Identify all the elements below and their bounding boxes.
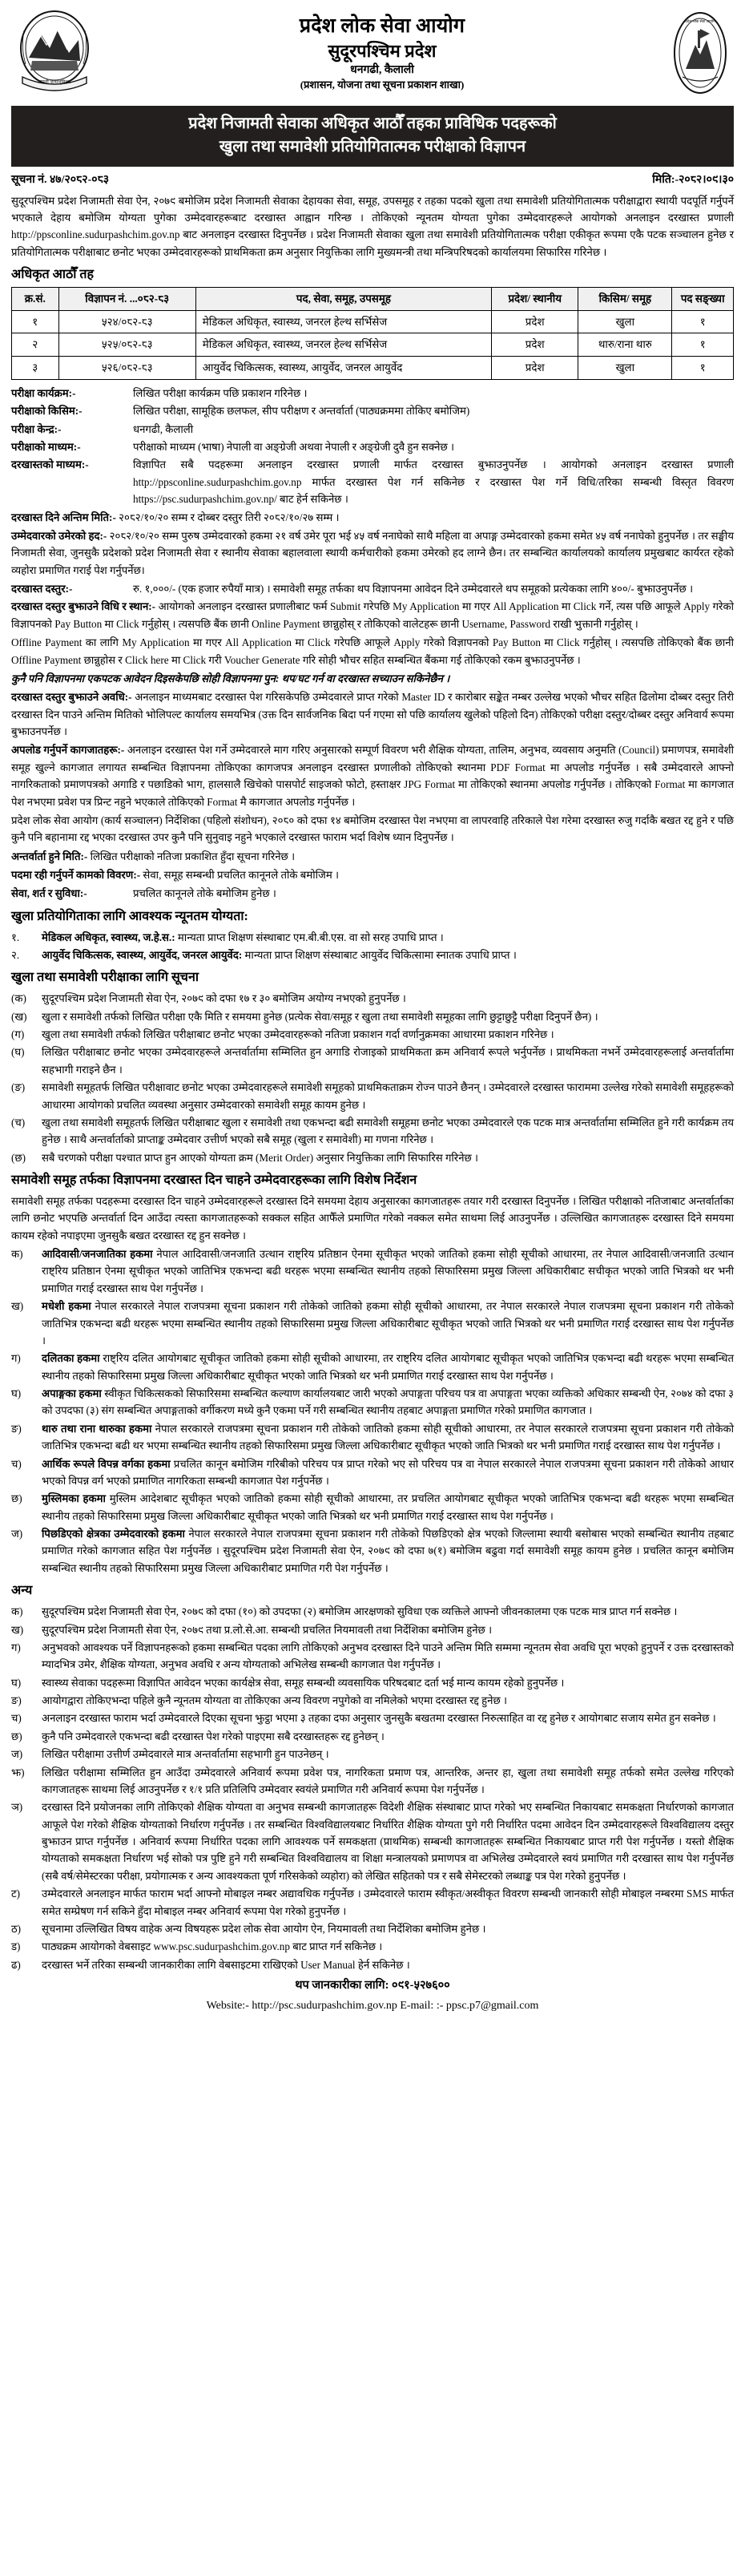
notice-number: सूचना नं. ४७/२०८२-०८३	[11, 174, 110, 186]
notice-title-band	[11, 106, 734, 167]
item-body	[42, 929, 734, 946]
cell-prov: प्रदेश	[492, 333, 578, 357]
detail-service-terms	[11, 885, 734, 902]
cell-prov: प्रदेश	[492, 310, 578, 333]
value: लिखित परीक्षाको नतिजा प्रकाशित हुँदा सूचना गरिनेछ ।	[90, 850, 296, 862]
item-body	[42, 1525, 734, 1577]
item-marker: (ग)	[11, 1028, 25, 1041]
commission-seal-emblem	[671, 10, 729, 96]
label: सेवा, शर्त र सुविधा:-	[11, 887, 87, 900]
org-branch: (प्रशासन, योजना तथा सूचना प्रकाशन शाखा)	[300, 79, 465, 91]
qualification-list	[11, 929, 734, 964]
value-line-1: आयोगको अनलाइन दरखास्त प्रणालीबाट फर्म Submit गरेपछि My Application मा गएर All Application मा Click गर्ने, त्यस पछि आफूले Apply गरेको विज्ञापनको Pay Button मा Click गर्नुहोस् । त्यसपछि बैंक छानी Online Payment छान्नुहोस् र तोकिएको वालेटहरू छानी Username, Password राखी भुक्तानी गर्नुहोस् ।	[11, 600, 734, 630]
notice-meta	[11, 172, 734, 190]
payment-method-emphasis: कुनै पनि विज्ञापनमा एकपटक आवेदन दिइसकेपछि सोही विज्ञापनमा पुन: थप/घट गर्न वा दरखास्त सच्याउन सकिनेछैन ।	[11, 672, 450, 684]
item-text: दरखास्त भर्ने तरिका सम्बन्धी जानकारीका लागि वेबसाइटमा राखिएको User Manual हेर्न सकिनेछ ।	[42, 1958, 410, 1971]
item-title: आदिवासी/जनजातिका हकमा	[42, 1248, 153, 1261]
list-item	[11, 1456, 734, 1490]
value: रु. १,०००/- (एक हजार रुपैयाँ मात्र) । समावेशी समूह तर्फका थप विज्ञापनमा आवेदन दिने उम्मेदवारले थप समूहको प्रत्येकका लागि ४००/- बुझाउनुपर्नेछ ।	[133, 583, 694, 596]
item-title: मुस्लिमका हकमा	[42, 1492, 106, 1505]
org-province: सुदूरपश्चिम प्रदेश	[328, 41, 437, 62]
list-item	[11, 1114, 734, 1149]
item-marker: झ)	[11, 1766, 25, 1779]
label: दरखास्त दस्तुर:-	[11, 583, 73, 596]
item-text: मान्यता प्राप्त शिक्षण संस्थाबाट आयुर्वेद चिकित्सामा स्नातक उपाधि प्राप्त ।	[244, 949, 517, 962]
item-marker: छ)	[11, 1730, 22, 1742]
detail-exam-program	[11, 385, 734, 402]
value: धनगढी, कैलाली	[133, 422, 194, 435]
item-body	[42, 947, 734, 963]
item-marker: ज)	[11, 1528, 23, 1540]
qualification-heading: खुला प्रतियोगिताका लागि आवश्यक न्यूनतम योग्यता:	[11, 909, 248, 923]
list-item	[11, 1746, 734, 1762]
item-marker: ञ)	[11, 1801, 23, 1814]
item-body	[42, 1350, 734, 1384]
item-text: मान्यता प्राप्त शिक्षण संस्थाबाट एम.बी.बी.एस. वा सो सरह उपाधि प्राप्त ।	[177, 931, 444, 943]
item-marker: (घ)	[11, 1046, 25, 1059]
item-text: प्रचलित कानून बमोजिम गरिबीको परिचय पत्र प्राप्त गरेको भए सो परिचय पत्र वा नेपाल सरकारले नेपाल राजपत्रमा सूचना प्रकाशन गरी तोकेको आधार भएको विपन्न वर्ग भएको प्रमाणित नागरिकता सम्बन्धी कागजात पेश गर्नुपर्नेछ ।	[42, 1457, 734, 1487]
item-marker: घ)	[11, 1676, 22, 1689]
col-sn: क्र.सं.	[12, 288, 59, 311]
label: अन्तर्वार्ता हुने मिति:-	[11, 850, 88, 862]
label: दरखास्त दस्तुर बुझाउने विधि र स्थान:-	[11, 600, 156, 613]
value: सेवा, समूह सम्बन्धी प्रचलित कानूनले तोके बमोजिम ।	[143, 869, 340, 882]
payment-method-offline: Offline Payment का लागि My Application मा गएर All Application मा Click गरेपछि आफूले Apply गरेको विज्ञापनको Pay Button मा Click गर्नुहोस् । त्यसपछि तोकिएको बैंक छानी Offline Payment छान्नुहोस र Click here मा Click गरी Voucher Generate गरि सोही भौचर सहित सम्बन्धित बैंकमा गई तोकिएको रकम बुझाउनुपर्नेछ ।	[11, 636, 734, 666]
item-text: आयोगद्वारा तोकिएभन्दा पहिले कुनै न्यूनतम योग्यता वा तोकिएका अन्य विवरण नपुगेको वा नमिलेको भएमा दरखास्त रद्द हुनेछ ।	[42, 1694, 508, 1707]
item-text: उम्मेदवारले अनलाइन मार्फत फाराम भर्दा आफ्नो मोबाइल नम्बर अद्यावधिक गर्नुपर्नेछ । उम्मेदवारले फाराम स्वीकृत/अस्वीकृत विवरण सम्बन्धी जानकारी सोही मोबाइल नम्बरमा SMS मार्फत समेत सम्प्रेषण गर्न सकिने हुँदा मोबाइल नम्बर अनिवार्य रूपमा पेश गरेको हुनुपर्नेछ ।	[42, 1888, 734, 1917]
title-line-2: खुला तथा समावेशी प्रतियोगितात्मक परीक्षाको विज्ञापन	[219, 138, 526, 155]
item-text: लिखित परीक्षामा सम्मिलित हुन आउँदा उम्मेदवारले अनिवार्य रूपमा प्रवेश पत्र, नागरिकता प्रमाण पत्र, आन्तरिक, अन्तर हा, खुला तथा समावेशी समूह तर्फको समेत उल्लेख गरिएको कागजातहरू साथमा लिई आउनुपर्नेछ र १/१ प्रति प्रतिलिपि उम्मेदवार स्वयंले प्रमाणित गरी अनिवार्य रूपमा पेश गर्नुपर्नेछ ।	[42, 1766, 734, 1795]
value: २०८२/१०/२० सम्म र दोब्बर दस्तुर तिरी २०८२/१०/२७ सम्म ।	[119, 511, 340, 523]
title-line-1: प्रदेश निजामती सेवाका अधिकृत आठौँ तहका प्राविधिक पदहरूको	[188, 115, 557, 132]
nepal-government-emblem	[16, 8, 93, 98]
cell-kind: थारु/राना थारु	[578, 333, 672, 357]
value: लिखित परीक्षा कार्यक्रम पछि प्रकाशन गरिनेछ ।	[133, 386, 308, 399]
item-text: सूचनामा उल्लिखित विषय वाहेक अन्य विषयहरू प्रदेश लोक सेवा आयोग ऐन, नियमावली तथा निर्देशिका बमोजिम हुनेछ ।	[42, 1922, 486, 1935]
vacancy-table	[11, 287, 734, 380]
cell-adv: ५२६/०८२-८३	[58, 357, 195, 380]
label: परीक्षाको माध्यम:-	[11, 441, 81, 454]
item-marker: क)	[11, 1248, 23, 1261]
cell-post: मेडिकल अधिकृत, स्वास्थ्य, जनरल हेल्थ सर्भिसेज	[195, 333, 491, 357]
item-body	[42, 1298, 734, 1349]
list-item	[11, 1603, 734, 1620]
other-heading: अन्य	[11, 1584, 33, 1598]
item-body	[42, 1385, 734, 1419]
col-post: पद, सेवा, समूह, उपसमूह	[195, 288, 491, 311]
cell-kind: खुला	[578, 310, 672, 333]
cell-count: १	[672, 310, 734, 333]
item-text: अनुभवको आवश्यक पर्ने विज्ञापनहरूको हकमा सम्बन्धित पदका लागि तोकिएको अनुभव दरखास्त दिने पाउने अन्तिम मिति सम्ममा न्यूनतम सेवा अवधि पूरा भएको हुनुपर्ने र उक्त दरखास्तको म्यादभित्र उमेर, शैक्षिक योग्यता, अनुभव अवधि र अन्य योग्यताको अभिलेख सम्बन्धी कागजात पेश गर्नुपर्नेछ ।	[42, 1641, 734, 1671]
item-text: खुला र समावेशी तर्फको लिखित परीक्षा एकै मिति र समयमा हुनेछ (प्रत्येक सेवा/समूह र खुला तथा समावेशी समूहका लागि छुट्टाछुट्टै परीक्षा दिनुपर्ने छैन) ।	[42, 1010, 598, 1023]
item-marker: ख)	[11, 1300, 24, 1313]
cell-prov: प्रदेश	[492, 357, 578, 380]
item-marker: ड)	[11, 1940, 21, 1953]
item-title: आयुर्वेद चिकित्सक, स्वास्थ्य, आयुर्वेद, जनरल आयुर्वेद:	[42, 949, 243, 962]
item-marker: (क)	[11, 992, 26, 1005]
item-marker: (छ)	[11, 1151, 26, 1164]
cell-adv: ५२४/०८२-८३	[58, 310, 195, 333]
contact-info: थप जानकारीका लागि: ०९१-५२७६००	[295, 1979, 450, 1993]
item-text: सुदूरपश्चिम प्रदेश निजामती सेवा ऐन, २०७९ को दफा १७ र ३० बमोजिम अयोग्य नभएको हुनुपर्नेछ ।	[42, 992, 406, 1005]
value: विज्ञापित सबै पदहरूमा अनलाइन दरखास्त प्रणाली मार्फत दरखास्त बुझाउनुपर्नेछ । आयोगको अनलाइन दरखास्त प्रणाली http://ppsconline.sudurpashchim.gov.np मार्फत दरखास्त पेश गर्न सकिनेछ र दरखास्त पेश गर्ने विधि/तरिका सम्बन्धी विस्तृत विवरण https://psc.sudurpashchim.gov.np/ बाट हेर्न सकिनेछ ।	[133, 458, 734, 506]
list-item	[11, 1385, 734, 1419]
value: परीक्षाको माध्यम (भाषा) नेपाली वा अङ्ग्रेजी अथवा नेपाली र अङ्ग्रेजी दुवै हुन सक्नेछ ।	[133, 441, 455, 454]
org-identity	[93, 14, 671, 92]
list-item	[11, 1490, 734, 1524]
detail-payment-period	[11, 688, 734, 740]
item-marker: च)	[11, 1712, 22, 1725]
item-marker: क)	[11, 1605, 23, 1618]
list-item	[11, 947, 734, 963]
intro-paragraph: सुदूरपश्चिम प्रदेश निजामती सेवा ऐन, २०७९ बमोजिम प्रदेश निजामती सेवाका देहायका सेवा, समूह, उपसमूह र तहका पदको खुला तथा समावेशी प्रतियोगितात्मक परीक्षाद्वारा स्थायी पदपूर्ति गर्नुपर्ने भएकाले देहाय बमोजिम योग्यता पुगेका उम्मेदवारहरूबाट दरखास्त आह्वान गरिन्छ । तोकिएको न्यूनतम योग्यता पुगेका उम्मेदवारहरूले आयोगको अनलाइन दरखास्त प्रणाली http://ppsconline.sudurpashchim.gov.np बाट अनलाइन दरखास्त दिनुपर्नेछ । प्रदेश निजामती सेवाका खुला तथा समावेशी प्रतियोगितात्मक परीक्षा एकीकृत रूपमा एकै पटक सञ्चालन हुनेछ र प्रतियोगितात्मक परीक्षाबाट छनोट भएका उम्मेदवारहरूको प्राथमिकता क्रम अनुसार नियुक्तिका लागि मुख्यमन्त्री तथा मन्त्रिपरिषदको कार्यालयमा सिफारिस गरिनेछ ।	[11, 194, 734, 258]
item-marker: ख)	[11, 1623, 24, 1636]
list-item	[11, 1920, 734, 1937]
list-item	[11, 1799, 734, 1884]
item-text: नेपाल आदिवासी/जनजाति उत्थान राष्ट्रिय प्रतिष्ठान ऐनमा सूचीकृत भएको जातिको हकमा सोही सूचीको आधारमा, तर नेपाल आदिवासी/जनजाति उत्थान राष्ट्रिय प्रतिष्ठान ऐनमा सूचीकृत भएको जातिभित्र एकभन्दा बढी थरहरू भएमा सम्बन्धित स्थानीय तहको सिफारिसमा प्रमुख जिल्ला अधिकारीबाट सचीकृत भएको जाति भित्रको थर भनी प्रमाणित गराई दरखास्त साथ पेश गर्नुपर्नेछ ।	[42, 1248, 734, 1294]
item-text: सुदूरपश्चिम प्रदेश निजामती सेवा ऐन, २०७९ तथा प्र.लो.से.आ. सम्बन्धी प्रचलित नियमावली तथा निर्देशिका बमोजिम हुनेछ ।	[42, 1623, 493, 1636]
item-text: अनलाइन दरखास्त फाराम भर्दा उम्मेदवारले दिएका सूचना झुट्ठा भएमा ३ तहका दफा अनुसार जुनसुकै बखतमा दरखास्त निरुत्साहित वा रद्द हुनेछ र आयोगबाट सजाय समेत हुन सक्नेछ ।	[42, 1712, 716, 1725]
cell-post: आयुर्वेद चिकित्सक, स्वास्थ्य, आयुर्वेद, जनरल आयुर्वेद	[195, 357, 491, 380]
item-title: मेडिकल अधिकृत, स्वास्थ्य, ज.हे.स.:	[42, 931, 175, 943]
list-item	[11, 1026, 734, 1043]
table-header-row	[12, 288, 734, 311]
list-item	[11, 1079, 734, 1113]
detail-job-description	[11, 866, 734, 883]
inclusive-list	[11, 1246, 734, 1577]
notice-date: मिति:-२०८२।०९।३०	[652, 174, 734, 186]
list-item	[11, 1420, 734, 1455]
item-title: थारु तथा राना थारुका हकमा	[42, 1422, 152, 1435]
item-marker: ङ)	[11, 1422, 22, 1435]
exam-notice-list	[11, 990, 734, 1166]
col-kind: किसिम/ समूह	[578, 288, 672, 311]
detail-payment-method	[11, 598, 734, 632]
item-title: अपाङ्गका हकमा	[42, 1387, 102, 1400]
table-row	[12, 357, 734, 380]
list-item	[11, 1044, 734, 1078]
exam-notice-heading: खुला तथा समावेशी परीक्षाका लागि सूचना	[11, 971, 199, 985]
item-text: लिखित परीक्षामा उत्तीर्ण उम्मेदवारले मात्र अन्तर्वार्तामा सहभागी हुन पाउनेछन् ।	[42, 1748, 329, 1761]
item-title: पिछडिएको क्षेत्रका उम्मेदवारको हकमा	[42, 1528, 185, 1540]
inclusive-intro: समावेशी समूह तर्फका पदहरूमा दरखास्त दिन चाहने उम्मेदवारहरूले दरखास्त दिने समयमा देहाय अनुसारका कागजातहरू तयार गरी दरखास्त दिनुपर्नेछ । लिखित परीक्षाको नतिजाबाट अन्तर्वार्ताका लागि छनोट भएपछि अन्तर्वार्ता दिन आउँदा त्यस्ता कागजातहरूको सक्कल सहित आफैँले प्रमाणित गरेको नक्कल समेत साथमा लिई आउनुपर्नेछ । उल्लिखित कागजातहरू दरखास्त दिने समयमा कायम रहेको नपाइएमा जुनसुकै बखत दरखास्त रद्द हुन सक्नेछ ।	[11, 1194, 734, 1242]
item-body	[42, 1246, 734, 1297]
item-marker: ट)	[11, 1888, 21, 1900]
value: लिखित परीक्षा, सामूहिक छलफल, सीप परीक्षण र अन्तर्वार्ता (पाठ्यक्रममा तोकिए बमोजिम)	[133, 405, 470, 418]
item-text: खुला तथा समावेशी समूहतर्फ लिखित परीक्षाबाट खुला र समावेशी तथा एकभन्दा बढी समावेशी समूहमा छनोट भएका उम्मेदवारले एक पटक मात्र अन्तर्वार्तामा सम्मिलित हुने गरी कार्यक्रम तय हुनेछ । साथै अन्तर्वार्ताको प्राप्ताङ्क उम्मेदवार उत्तीर्ण भएको सबै समूह (खुला र समावेशी) मा गणना गरिनेछ ।	[42, 1116, 734, 1146]
svg-text:जननी जन्मभूमिश्च: जननी जन्मभूमिश्च	[38, 80, 70, 85]
cell-sn: ३	[12, 357, 59, 380]
list-item	[11, 1764, 734, 1799]
cell-post: मेडिकल अधिकृत, स्वास्थ्य, जनरल हेल्थ सर्भिसेज	[195, 310, 491, 333]
detail-exam-type	[11, 402, 734, 419]
cell-count: १	[672, 357, 734, 380]
detail-fee	[11, 580, 734, 597]
item-title: मधेशी हकमा	[42, 1300, 91, 1313]
item-marker: घ)	[11, 1387, 22, 1400]
cell-sn: २	[12, 333, 59, 357]
detail-exam-medium	[11, 438, 734, 455]
list-item	[11, 1885, 734, 1920]
item-marker: २.	[11, 949, 20, 962]
item-text: नेपाल सरकारले राजपत्रमा सूचना प्रकाशन गरी तोकेको जातिको हकमा सोही सूचीको आधारमा, तर नेपाल सरकारले राजपत्रमा सूचना प्रकाशन गरी तोकेको जातिभित्र एकभन्दा बढी थर भएमा सम्बन्धित स्थानीय तहको सिफारिसमा प्रमुख जिल्ला अधिकारीबाट सूचीकृत भएको जाति भित्रको थर भनी प्रमाणित गराई दरखास्त साथ पेश गर्नुपर्नेछ ।	[42, 1422, 734, 1452]
table-row	[12, 310, 734, 333]
item-title: आर्थिक रूपले विपन्न वर्गका हकमा	[42, 1457, 171, 1470]
value: २०८२/१०/२० सम्म पुरुष उम्मेदवारको हकमा २१ वर्ष उमेर पूरा भई ४५ वर्ष ननाघेको साथै महिला वा अपाङ्ग उम्मेदवारको हकमा समेत ४५ वर्ष ननाघेको हुनुपर्नेछ । तर सङ्घीय निजामती सेवा, जुनसुकै प्रदेशको प्रदेश निजामती सेवा र स्थानीय सेवाका बहालवाला स्थायी कर्मचारीको हकमा उमेरको हद लाग्ने छैन। तर सम्बन्धित कार्यालयको कार्यालय प्रमुखबाट कार्यरत रहेको व्यहोरा प्रमाणित गराई पेश गर्नुपर्नेछ।	[11, 529, 734, 576]
list-item	[11, 1298, 734, 1349]
item-marker: ज)	[11, 1748, 23, 1761]
list-item	[11, 1956, 734, 1973]
label: उम्मेदवारको उमेरको हद:-	[11, 529, 107, 542]
item-marker: १.	[11, 931, 20, 943]
item-text: दरखास्त दिने प्रयोजनका लागि तोकिएको शैक्षिक योग्यता वा अनुभव सम्बन्धी कागजातहरू विदेशी शैक्षिक संस्थाबाट प्राप्त गरेको भए सम्बन्धित निकायबाट समकक्षता निर्धारणको कागजात आफूले पेश गरेको शैक्षिक योग्यताको निर्धारण गर्नुपर्नेछ । तर सम्बन्धित विश्वविद्यालयबाट निर्धारित शैक्षिक योग्यता पुगे गरी निर्धारित पदमा आवेदन दिन उम्मेदवारहरूले विश्वविद्यालय दस्तुर बुझाउन प्राप्त गर्नुपर्नेछ । अनिवार्य रूपमा निर्धारित पदका लागि आवश्यक पर्ने समकक्षता (प्राथमिक) सम्बन्धी कागजातहरू सम्बन्धित निकायबाट प्राप्त गरी पेश गर्नुपर्नेछ । यस्तो शैक्षिक योग्यताको समकक्षता निर्धारण भई सोको पत्र पुष्टि हुने गरी सम्बन्धित विश्वविद्यालय वा शिक्षा मन्त्रालयको प्रमाणपत्र वा अभिलेख उम्मेदवारले स्वयं प्रमाणित गरी दरखास्त साथ पेश गर्नुपर्नेछ (सबै वर्ष/सेमेस्टरका परीक्षा, प्रयोगात्मक र अन्य आवश्यकता पूर्ण गरिसकेको व्यहोरा) को लेखित सहितको पत्र र सबै सेमेस्टरको लब्धाङ्क पत्र पेश गरेको हुनुपर्नेछ ।	[42, 1801, 734, 1882]
org-address: धनगढी, कैलाली	[350, 64, 414, 77]
masthead	[11, 5, 734, 99]
detail-interview-date	[11, 848, 734, 865]
col-count: पद सङ्ख्या	[672, 288, 734, 311]
directive-paragraph: प्रदेश लोक सेवा आयोग (कार्य सञ्चालन) निर्देशिका (पहिलो संशोधन), २०८० को दफा १४ बमोजिम दरखास्त पेश नभएमा वा लापरवाहि तरिकाले पेश गरेमा दरखास्त रुजु गर्दाकै बखत रद्द हुने र पछि कुनै पनि बहानामा रद्द भएका दरखास्त उपर कुनै पनि सुनुवाइ नहुने भएकाले दरखास्त फाराम भर्दा विशेष ध्यान दिनुपर्नेछ ।	[11, 814, 734, 844]
cell-adv: ५२५/०८२-८३	[58, 333, 195, 357]
item-text: पाठ्यक्रम आयोगको वेबसाइट www.psc.sudurpashchim.gov.np बाट प्राप्त गर्न सकिनेछ ।	[42, 1940, 383, 1953]
item-marker: ग)	[11, 1352, 21, 1365]
item-marker: च)	[11, 1457, 22, 1470]
item-marker: (च)	[11, 1116, 26, 1129]
table-heading: अधिकृत आठौँ तह	[11, 268, 95, 282]
col-prov: प्रदेश/ स्थानीय	[492, 288, 578, 311]
label: परीक्षाको किसिम:-	[11, 405, 83, 418]
value: अनलाइन माध्यमबाट दरखास्त पेश गरिसकेपछि उम्मेदवारले प्राप्त गरेको Master ID र कारोबार सङ्केत नम्बर उल्लेख भएको भौचर सहित ढिलोमा दोब्बर दस्तुर तिरी दरखास्त दिन पाउने अन्तिम मितिको भोलिपल्ट कार्यालय समयभित्र (उक्त दिन सार्वजनिक बिदा पर्न गएमा सो पछि कार्यालय खुलेको पहिलो दिन) तोकिएको परीक्षा दस्तुर/दोब्बर दस्तुर अनिवार्य रूपमा बुझाउनपर्नेछ ।	[11, 691, 735, 738]
inclusive-heading: समावेशी समूह तर्फका विज्ञापनमा दरखास्त दिन चाहने उम्मेदवारहरूका लागि विशेष निर्देशन	[11, 1173, 417, 1188]
label: अपलोड गर्नुपर्ने कागजातहरू:-	[11, 744, 125, 757]
other-list	[11, 1603, 734, 1973]
item-body	[42, 1420, 734, 1455]
detail-upload-documents	[11, 741, 734, 810]
item-marker: ग)	[11, 1641, 21, 1653]
label: परीक्षा कार्यक्रम:-	[11, 386, 76, 399]
list-item	[11, 929, 734, 946]
website-email: Website:- http://psc.sudurpashchim.gov.np E-mail: :- ppsc.p7@gmail.com	[206, 1999, 539, 2012]
item-body	[42, 1490, 734, 1524]
detail-application-medium	[11, 456, 734, 507]
item-text: कुनै पनि उम्मेदवारले एकभन्दा बढी दरखास्त पेश गरेको पाइएमा सबै दरखास्तहरू रद्द हुनेछन् ।	[42, 1730, 385, 1742]
col-adv: विज्ञापन नं. ...०८२-८३	[58, 288, 195, 311]
list-item	[11, 1008, 734, 1025]
list-item	[11, 1149, 734, 1166]
list-item	[11, 1938, 734, 1955]
value: अनलाइन दरखास्त पेश गर्ने उम्मेदवारले माग गरिए अनुसारको सम्पूर्ण विवरण भरी शैक्षिक योग्यता, तालिम, अनुभव, व्यवसाय अनुमति (Council) प्रमाणपत्र, समावेशी समूह खुल्ने कागजात लगायत सम्बन्धित विज्ञापनमा तोकिएका कागजपत्र अनलाइन दरखास्त प्रणालीको तोकिएको स्थानमा PDF Format मा अपलोड गर्नुपर्नेछ । सबै उम्मेदवारले आफ्नो नागरिकताको प्रमाणपत्रको अगाडि र पछाडिको भाग, हालसालै खिचेको पासपोर्ट साइजको फोटो, हस्ताक्षर JPG Format मा तोकिएको स्थानमा अपलोड गर्नुपर्नेछ । तोकिएको Format मा कागजात पेश नभएमा प्रवेश पत्र प्रिन्ट नहुने भएकाले तोकिएको Format मै कागजात अपलोड गर्नुपर्नेछ ।	[11, 744, 734, 808]
item-body	[42, 1456, 734, 1490]
item-marker: छ)	[11, 1492, 22, 1505]
list-item	[11, 990, 734, 1007]
cell-count: १	[672, 333, 734, 357]
item-text: मुस्लिम आदेशबाट सूचीकृत भएको जातिको हकमा सोही सूचीको आधारमा, तर प्रचलित आयोगबाट सूचीकृत भएको जातिभित्र एकभन्दा बढी थरहरू भएमा सम्बन्धित स्थानीय तहको सिफारिसमा प्रमुख जिल्ला अधिकारीबाट सूचीकृत भएको जाति भित्रको थर भनी प्रमाणित गराई दरखास्त साथ पेश गर्नुपर्नेछ ।	[42, 1492, 735, 1522]
item-marker: (ख)	[11, 1010, 27, 1023]
cell-kind: खुला	[578, 357, 672, 380]
list-item	[11, 1674, 734, 1691]
item-text: राष्ट्रिय दलित आयोगबाट सूचीकृत जातिको हकमा सोही सूचीको आधारमा, तर राष्ट्रिय दलित आयोगबाट सूचीकृत भएको जातिभित्र एकभन्दा बढी थरहरू भएमा सम्बन्धित स्थानीय तहको सिफारिसमा प्रमुख जिल्ला अधिकारीबाट सूचीकृत भएको जाति भित्रको थर भनी प्रमाणित गराई दरखास्त साथ पेश गर्नुपर्नेछ ।	[42, 1352, 734, 1382]
list-item	[11, 1525, 734, 1577]
item-marker: ङ)	[11, 1694, 22, 1707]
cell-sn: १	[12, 310, 59, 333]
item-text: लिखित परीक्षाबाट छनोट भएका उम्मेदवारहरूले अन्तर्वार्तामा सम्मिलित हुन अगाडि रोजाइको प्राथमिकता क्रम अनिवार्य रूपले भर्नुपर्नेछ । प्राथमिकता नभर्ने उम्मेदवारहरूलाई अन्तर्वार्तामा सहभागी गराइने छैन ।	[42, 1046, 734, 1076]
item-text: समावेशी समूहतर्फ लिखित परीक्षावाट छनोट भएका उम्मेदवारहरूले समावेशी समूहको प्राथमिकताक्रम रोज्न पाउने छैनन् । उम्मेदवारले दरखास्त फाराममा उल्लेख गरेको समावेशी समूहहरूको आधारमा आयोगको प्रचलित व्यवस्था अनुसार उम्मेदवारको समावेशी समूह कायम हुनेछ ।	[42, 1081, 734, 1111]
item-text: नेपाल सरकारले नेपाल राजपत्रमा सूचना प्रकाशन गरी तोकेको जातिको हकमा सोही सूचीको आधारमा, तर नेपाल सरकारले नेपाल राजपत्रमा सूचना प्रकाशन गरी तोकेको जातिभित्र एकभन्दा बढी थरहरू भएमा सम्बन्धित स्थानीय तहको सिफारिसमा प्रमुख जिल्ला अधिकारीबाट सूचीकृत भएको जाति भित्रको थर भनी प्रमाणित गराई दरखास्त साथ पेश गर्नुपर्नेछ ।	[42, 1300, 734, 1347]
list-item	[11, 1710, 734, 1726]
table-row	[12, 333, 734, 357]
list-item	[11, 1692, 734, 1709]
list-item	[11, 1246, 734, 1297]
label: पदमा रही गर्नुपर्ने कामको विवरण:-	[11, 869, 141, 882]
item-text: सुदूरपश्चिम प्रदेश निजामती सेवा ऐन, २०७९ को दफा (१०) को उपदफा (२) बमोजिम आरक्षणको सुविधा एक व्यक्तिले आफ्नो जीवनकालमा एक पटक मात्र प्राप्त गर्न सक्नेछ ।	[42, 1605, 678, 1618]
item-marker: ठ)	[11, 1922, 22, 1935]
svg-text:प्रदेश लोक सेवा आयोग: प्रदेश लोक सेवा आयोग	[685, 19, 715, 23]
list-item	[11, 1728, 734, 1745]
item-text: नेपाल सरकारले नेपाल राजपत्रमा सूचना प्रकाशन गरी तोकेको पिछडिएको क्षेत्र भएको जिल्लामा स्थायी बसोबास भएको सम्बन्धित स्थानीय तहबाट प्रमाणित गरेको कागजात सहित पेश गर्नुपर्नेछ । सुदूरपश्चिम प्रदेश निजामती सेवा ऐन, २०७९ को दफा ७(१) बमोजिम बढुवा गर्दा समावेशी समूह कायम हुनेछ । प्रचलित कानून बमोजिम सम्बन्धित स्थानीय तहको सिफारिसमा प्रमुख जिल्ला अधिकारीबाट प्रमाणित गरी पेश गर्नुपर्नेछ ।	[42, 1528, 734, 1574]
value: प्रचलित कानूनले तोके बमोजिम हुनेछ ।	[133, 887, 276, 900]
item-text: सबै चरणको परीक्षा पश्चात प्राप्त हुन आएको योग्यता क्रम (Merit Order) अनुसार नियुक्तिका लागि सिफारिस गरिनेछ ।	[42, 1151, 479, 1164]
item-text: स्वीकृत चिकित्सकको सिफारिसमा सम्बन्धित कल्याण कार्यालयबाट जारी भएको अपाङ्गता परिचय पत्र वा अपाङ्गता भएका व्यक्तिको अधिकार सम्बन्धी ऐन, २०७४ को दफा ३ को उपदफा (३) संग सम्बन्धित अपाङ्गताको वर्गीकरण मध्ये कुनै एकमा पर्ने गरी सम्बन्धित स्थानीय तहबाट अपाङ्गता प्रमाणित गरेको प्रमाणित कागजात ।	[42, 1387, 735, 1417]
detail-deadline	[11, 509, 734, 526]
label: परीक्षा केन्द्र:-	[11, 422, 62, 435]
label: दरखास्त दस्तुर बुझाउने अवधि:-	[11, 691, 132, 704]
list-item	[11, 1350, 734, 1384]
list-item	[11, 1639, 734, 1674]
item-marker: ढ)	[11, 1958, 21, 1971]
item-marker: (ङ)	[11, 1081, 26, 1094]
detail-exam-center	[11, 421, 734, 438]
detail-age-limit	[11, 527, 734, 579]
list-item	[11, 1621, 734, 1638]
item-title: दलितका हकमा	[42, 1352, 100, 1365]
org-name: प्रदेश लोक सेवा आयोग	[299, 15, 465, 38]
label: दरखास्त दिने अन्तिम मिति:-	[11, 511, 116, 523]
item-text: स्वास्थ्य सेवाका पदहरूमा विज्ञापित आवेदन भएका कार्यक्षेत्र सेवा, समूह सम्बन्धी व्यवसायिक परिषदबाट दर्ता भई मान्य कायम रहेको हुनुपर्नेछ ।	[42, 1676, 565, 1689]
label: दरखास्तको माध्यम:-	[11, 458, 89, 471]
item-text: खुला तथा समावेशी तर्फको लिखित परीक्षाबाट छनोट भएका उम्मेदवारहरूको नतिजा प्रकाशन गर्दा वर्णानुक्रमका आधारमा प्रकाशन गरिनेछ ।	[42, 1028, 554, 1041]
